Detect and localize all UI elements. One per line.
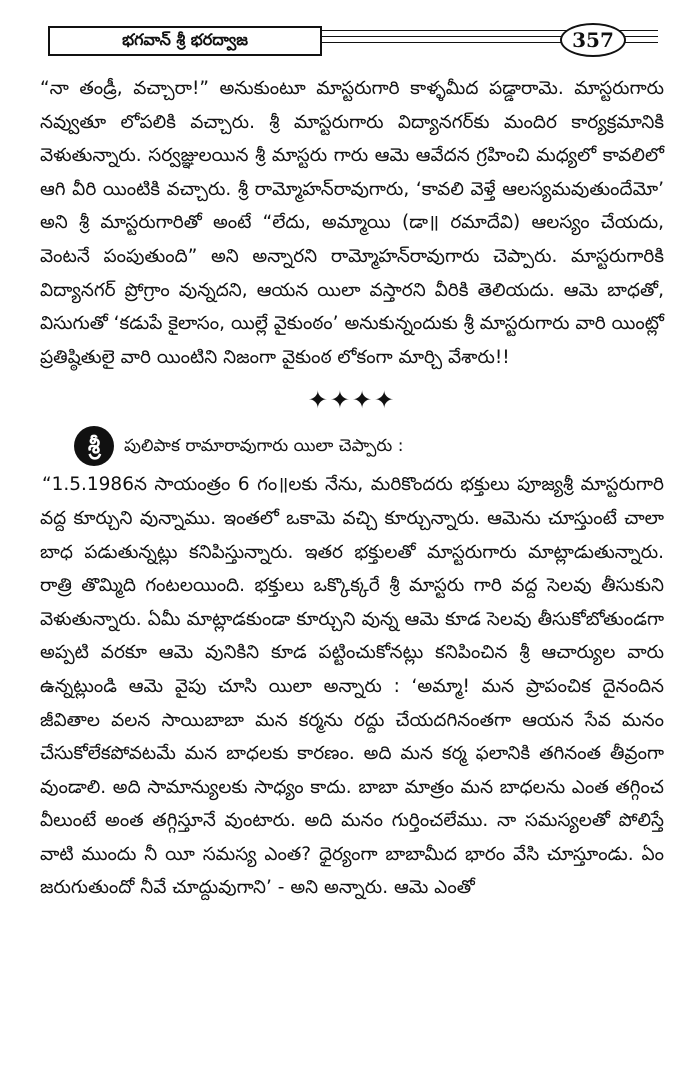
running-title: భగవాన్ శ్రీ భరద్వాజ: [48, 26, 322, 56]
paragraph-1: “నా తండ్రీ, వచ్చారా!” అనుకుంటూ మాస్టరుగారి కాళ్ళమీద పడ్డారామె. మాస్టరుగారు నవ్వుతూ లోపలికి వచ్చారు. శ్రీ మాస్టరుగారు విద్యానగర్‌కు మందిర కార్యక్రమానికి వెళుతున్నారు. సర్వజ్ఞులయిన శ్రీ మాస్టరు గారు ఆమె ఆవేదన గ్రహించి మధ్యలో కావలిలో ఆగి వీరి యింటికి వచ్చారు. శ్రీ రామ్మోహన్‌రావుగారు, ‘కావలి వెళ్తే ఆలస్యమవుతుందేమో’ అని శ్రీ మాస్టరుగారితో అంటే “లేదు, అమ్మాయి (డా॥ రమాదేవి) ఆలస్యం చేయదు, వెంటనే పంపుతుంది” అని అన్నారని రామ్మోహన్‌రావుగారు చెప్పారు. మాస్టరుగారికి విద్యానగర్ ప్రోగ్రాం వున్నదని, ఆయన యిలా వస్తారని వీరికి తెలియదు. ఆమె బాధతో, విసుగుతో ‘కడుపే కైలాసం, యిల్లే వైకుంఠం’ అనుకున్నందుకు శ్రీ మాస్టరుగారు వారి యింట్లో ప్రతిష్ఠితులై వారి యింటిని నిజంగా వైకుంఠ లోకంగా మార్చి వేశారు!!: [40, 78, 664, 368]
page-number: 357: [560, 23, 626, 57]
page-body: [40, 72, 664, 905]
sri-emblem-icon: శ్రీ: [74, 426, 114, 466]
paragraph-2: “1.5.1986న సాయంత్రం 6 గం॥లకు నేను, మరికొందరు భక్తులు పూజ్యశ్రీ మాస్టరుగారి వద్ద కూర్చుని వున్నాము. ఇంతలో ఒకామె వచ్చి కూర్చున్నారు. ఆమెను చూస్తుంటే చాలా బాధ పడుతున్నట్లు కనిపిస్తున్నారు. ఇతర భక్తులతో మాస్టరుగారు మాట్లాడుతున్నారు. రాత్రి తొమ్మిది గంటలయింది. భక్తులు ఒక్కొక్కరే శ్రీ మాస్టరు గారి వద్ద సెలవు తీసుకుని వెళుతున్నారు. ఏమీ మాట్లాడకుండా కూర్చుని వున్న ఆమె కూడ సెలవు తీసుకోబోతుండగా అప్పటి వరకూ ఆమె వునికిని కూడ పట్టించుకోనట్లు కనిపించిన శ్రీ ఆచార్యుల వారు ఉన్నట్లుండి ఆమె వైపు చూసి యిలా అన్నారు : ‘అమ్మా! మన ప్రాపంచిక దైనందిన జీవితాల వలన సాయిబాబా మన కర్మను రద్దు చేయదగినంతగా ఆయన సేవ మనం చేసుకోలేకపోవటమే మన బాధలకు కారణం. అది మన కర్మ ఫలానికి తగినంత తీవ్రంగా వుండాలి. అది సామాన్యులకు సాధ్యం కాదు. బాబా మాత్రం మన బాధలను ఎంత తగ్గించ వీలుంటే అంత తగ్గిస్తూనే వుంటారు. అది మనం గుర్తించలేము. నా సమస్యలతో పోలిస్తే వాటి ముందు నీ యీ సమస్య ఎంత? ధైర్యంగా బాబామీద భారం వేసి చూస్తూండు. ఏం జరుగుతుందో నీవే చూద్దువుగాని’ - అని అన్నారు. ఆమె ఎంతో: [40, 474, 664, 899]
narrator-heading: [40, 424, 664, 468]
page-header: [48, 22, 658, 58]
narrator-line: పులిపాక రామారావుగారు యిలా చెప్పారు :: [124, 435, 404, 456]
section-divider-ornament: ✦✦✦✦: [307, 386, 397, 415]
